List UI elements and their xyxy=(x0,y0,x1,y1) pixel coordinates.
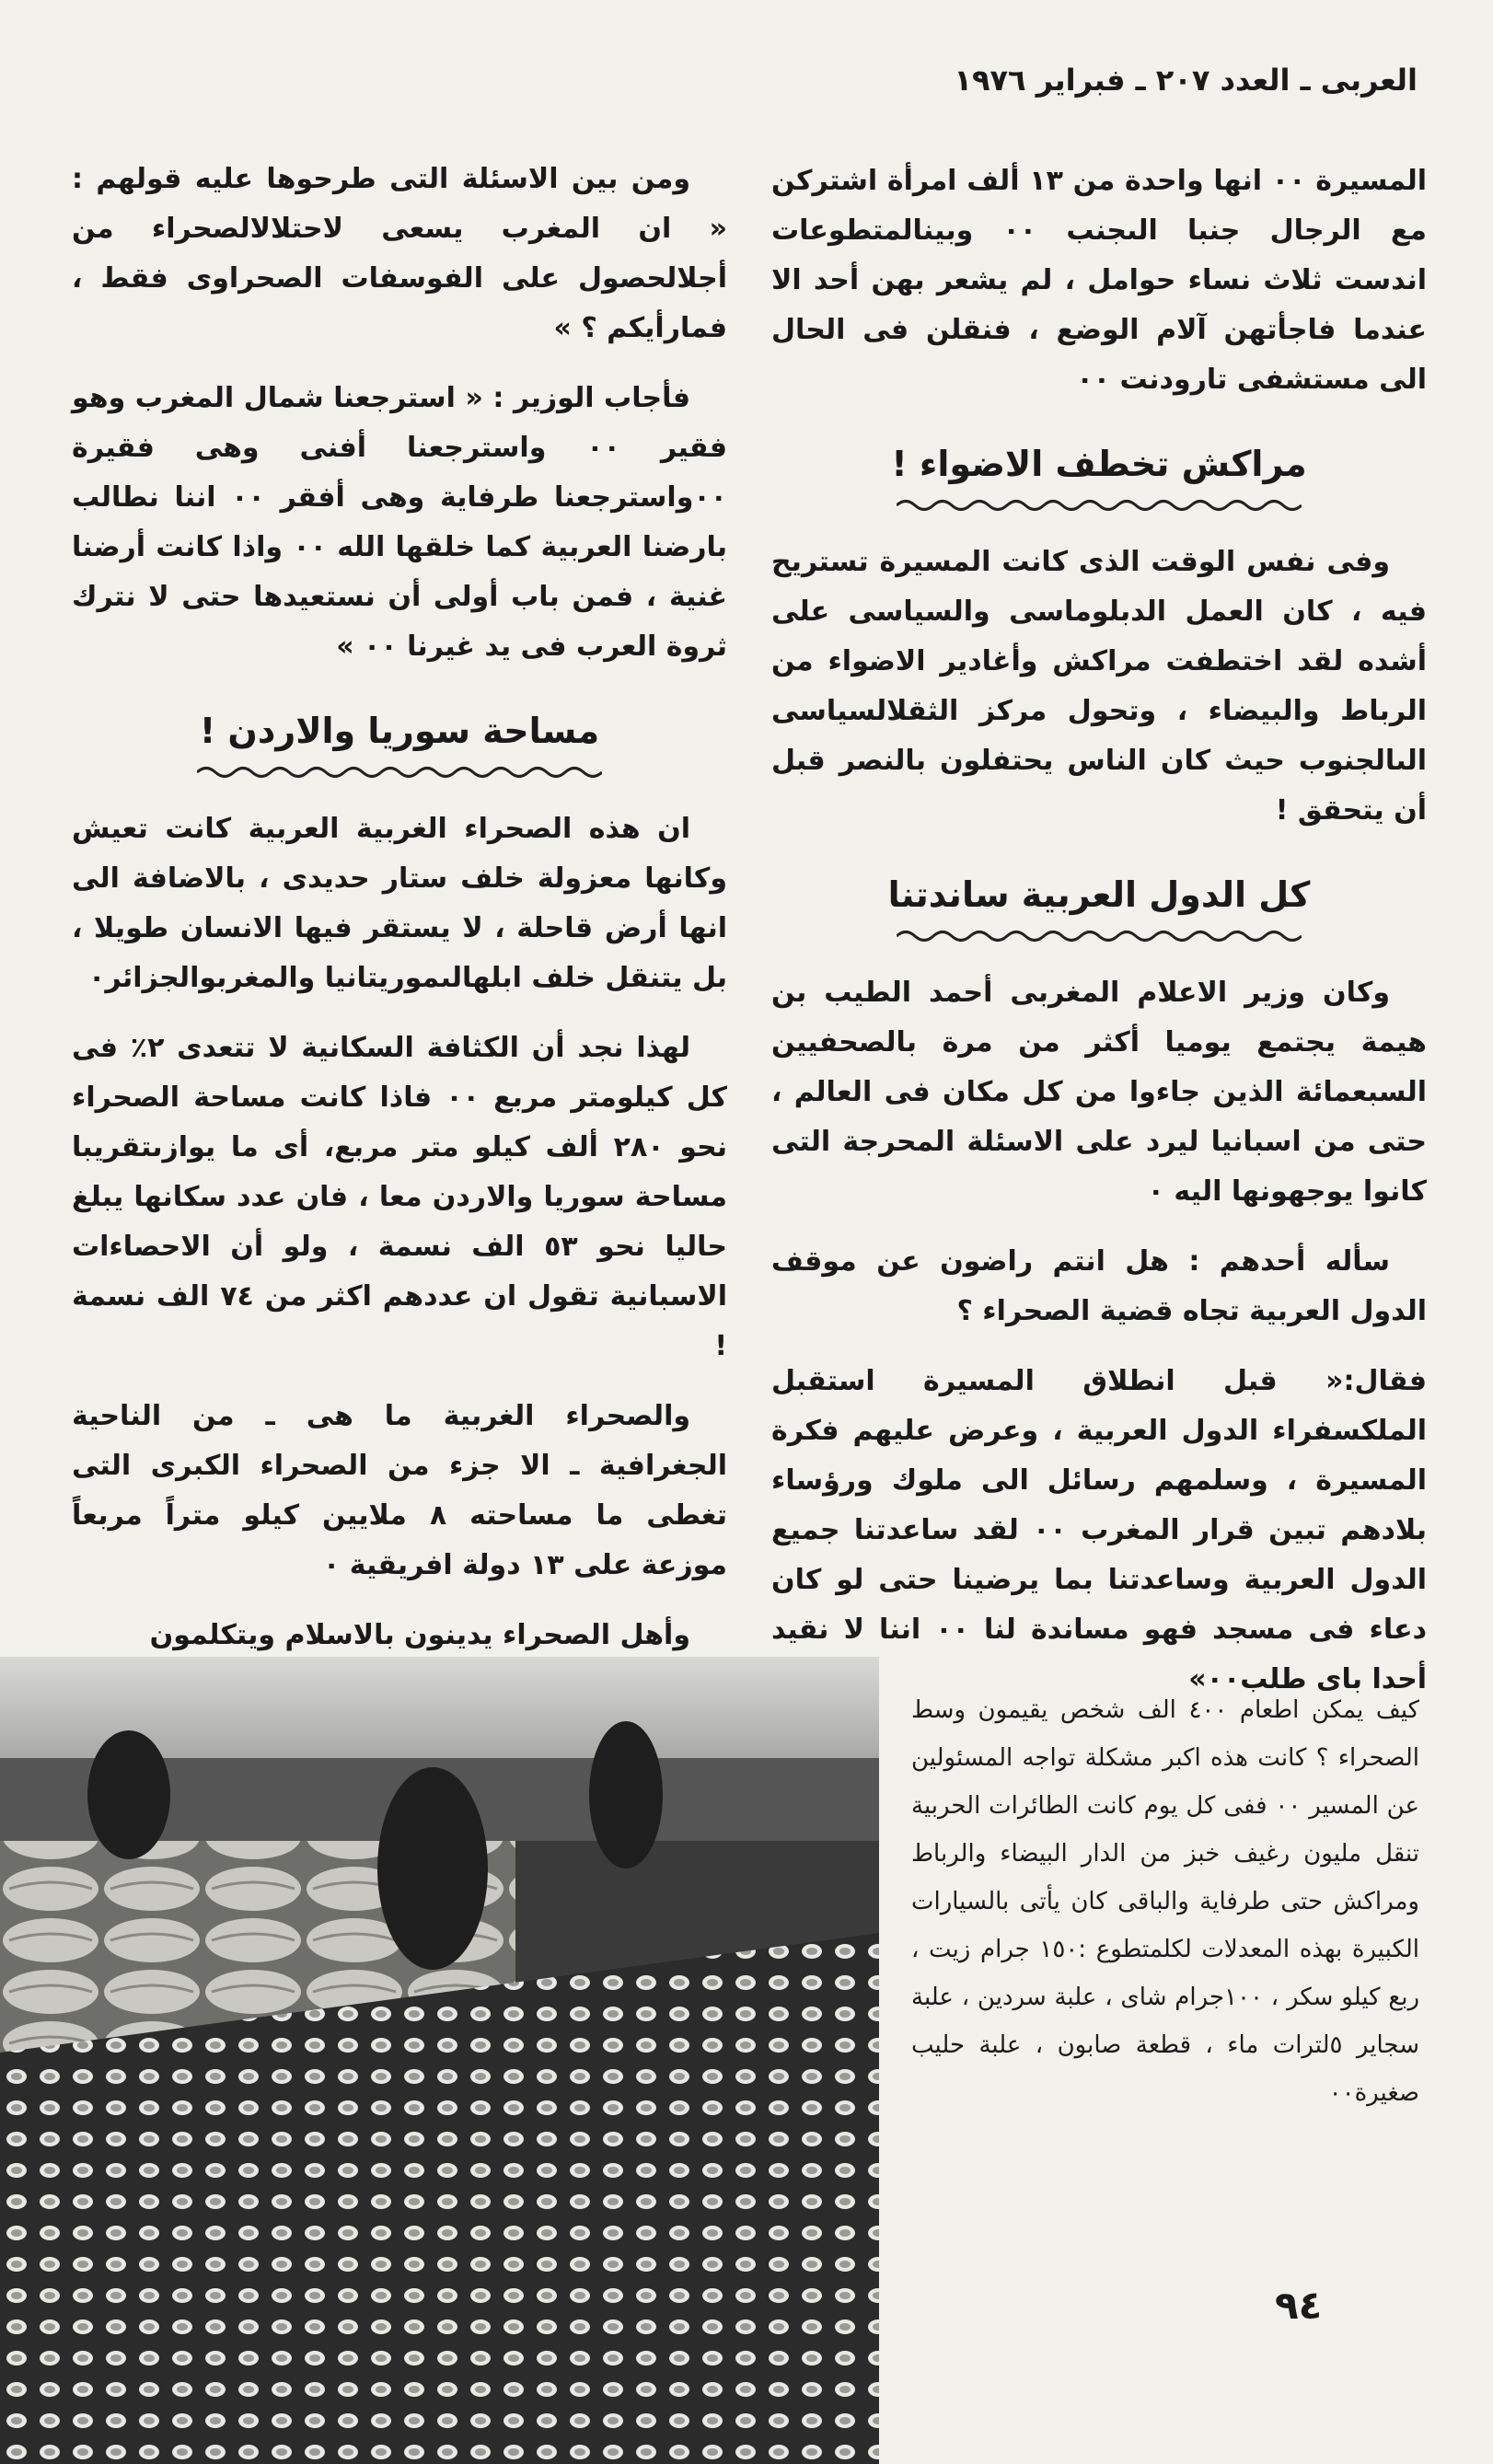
photo-caption: كيف يمكن اطعام ٤٠٠ الف شخص يقيمون وسط الصحراء ؟ كانت هذه اكبر مشكلة تواجه المسئولين عن المسير ٠٠ ففى كل يوم كانت الطائرات الحربية تنقل مليون رغيف خبز من الدار البيضاء والرباط ومراكش حتى طرفاية والباقى كان يأتى بالسيارات الكبيرة بهذه المعدلات لكلمتطوع :١٥٠ جرام زيت ، ربع كيلو سكر ، ١٠٠جرام شاى ، علبة سردين ، علبة سجاير ٥لترات ماء ، قطعة صابون ، علبة حليب صغيرة٠٠ xyxy=(911,1696,1419,2107)
paragraph: ان هذه الصحراء الغربية العربية كانت تعيش وكانها معزولة خلف ستار حديدى ، بالاضافة الى انها أرض قاحلة ، لا يستقر فيها الانسان طويلا ، بل يتنقل خلف ابلهالىموريتانيا والمغربوالجزائر٠ xyxy=(72,813,727,994)
paragraph: وفى نفس الوقت الذى كانت المسيرة تستريح فيه ، كان العمل الدبلوماسى والسياسى على أشده لقد اختطفت مراكش وأغادير الاضواء من الرباط والبيضاء ، وتحول مركز الثقلالسياسى الىالجنوب حيث كان الناس يحتفلون بالنصر قبل أن يتحقق ! xyxy=(771,546,1427,827)
left-column xyxy=(72,155,727,1681)
section-heading: مساحة سوريا والاردن ! xyxy=(199,711,600,751)
photo-illustration xyxy=(0,1657,879,2464)
paragraph: لهذا نجد أن الكثافة السكانية لا تتعدى ٢٪ فى كل كيلومتر مربع ٠٠ فاذا كانت مساحة الصحراء نحو ٢٨٠ ألف كيلو متر مربع، أى ما يوازىتقريبا مساحة سوريا والاردن معا ، فان عدد سكانها يبلغ حاليا نحو ٥٣ الف نسمة ، ولو أن الاحصاءات الاسبانية تقول ان عددهم اكثر من ٧٤ الف نسمة ! xyxy=(72,1032,728,1362)
paragraph: وكان وزير الاعلام المغربى أحمد الطيب بن هيمة يجتمع يوميا أكثر من مرة بالصحفيين السبعمائة الذين جاءوا من كل مكان فى العالم ، حتى من اسبانيا ليرد على الاسئلة المحرجة التى كانوا يوجهونها اليه ٠ xyxy=(771,977,1427,1208)
paragraph: ومن بين الاسئلة التى طرحوها عليه قولهم : « ان المغرب يسعى لاحتلالالصحراء من أجلالحصول على الفوسفات الصحراوى فقط ، فمارأيكم ؟ » xyxy=(72,163,727,344)
photo-supplies xyxy=(0,1657,879,2464)
paragraph: سأله أحدهم : هل انتم راضون عن موقف الدول العربية تجاه قضية الصحراء ؟ xyxy=(771,1245,1427,1327)
wavy-underline xyxy=(897,928,1302,944)
wavy-underline xyxy=(897,497,1302,514)
right-column xyxy=(771,156,1427,1725)
paragraph: المسيرة ٠٠ انها واحدة من ١٣ ألف امرأة اشتركن مع الرجال جنبا الىجنب ٠٠ وبينالمتطوعات اندست ثلاث نساء حوامل ، لم يشعر بهن أحد الا عندما فاجأتهن آلام الوضع ، فنقلن فى الحال الى مستشفى تارودنت ٠٠ xyxy=(771,165,1428,396)
page-number: ٩٤ xyxy=(1275,2283,1323,2328)
section-heading: كل الدول العربية ساندتنا xyxy=(887,874,1311,915)
paragraph: فأجاب الوزير : « استرجعنا شمال المغرب وهو فقير ٠٠ واسترجعنا أفنى وهى فقيرة ٠٠واسترجعنا طرفاية وهى أفقر ٠٠ اننا نطالب بارضنا العربية كما خلقها الله ٠٠ واذا كانت أرضنا غنية ، فمن باب أولى أن نستعيدها حتى لا نترك ثروة العرب فى يد غيرنا ٠٠ » xyxy=(72,382,727,663)
paragraph: فقال:« قبل انطلاق المسيرة استقبل الملكسفراء الدول العربية ، وعرض عليهم فكرة المسيرة ، وسلمهم رسائل الى ملوك ورؤساء بلادهم تبين قرار المغرب ٠٠ لقد ساعدتنا جميع الدول العربية وساعدتنا بما يرضينا حتى لو كان دعاء فى مسجد فهو مساندة لنا ٠٠ اننا لا نقيد أحدا باى طلب٠٠» xyxy=(771,1365,1427,1695)
section-heading: مراكش تخطف الاضواء ! xyxy=(891,444,1307,484)
paragraph: وأهل الصحراء يدينون بالاسلام ويتكلمون xyxy=(149,1619,690,1651)
wavy-underline xyxy=(197,764,602,781)
running-head: العربى ـ العدد ٢٠٧ ـ فبراير ١٩٧٦ xyxy=(954,63,1418,98)
paragraph: والصحراء الغربية ما هى ـ من الناحية الجغرافية ـ الا جزء من الصحراء الكبرى التى تغطى ما مساحته ٨ ملايين كيلو متراً مربعاً موزعة على ١٣ دولة افريقية ٠ xyxy=(72,1400,727,1581)
